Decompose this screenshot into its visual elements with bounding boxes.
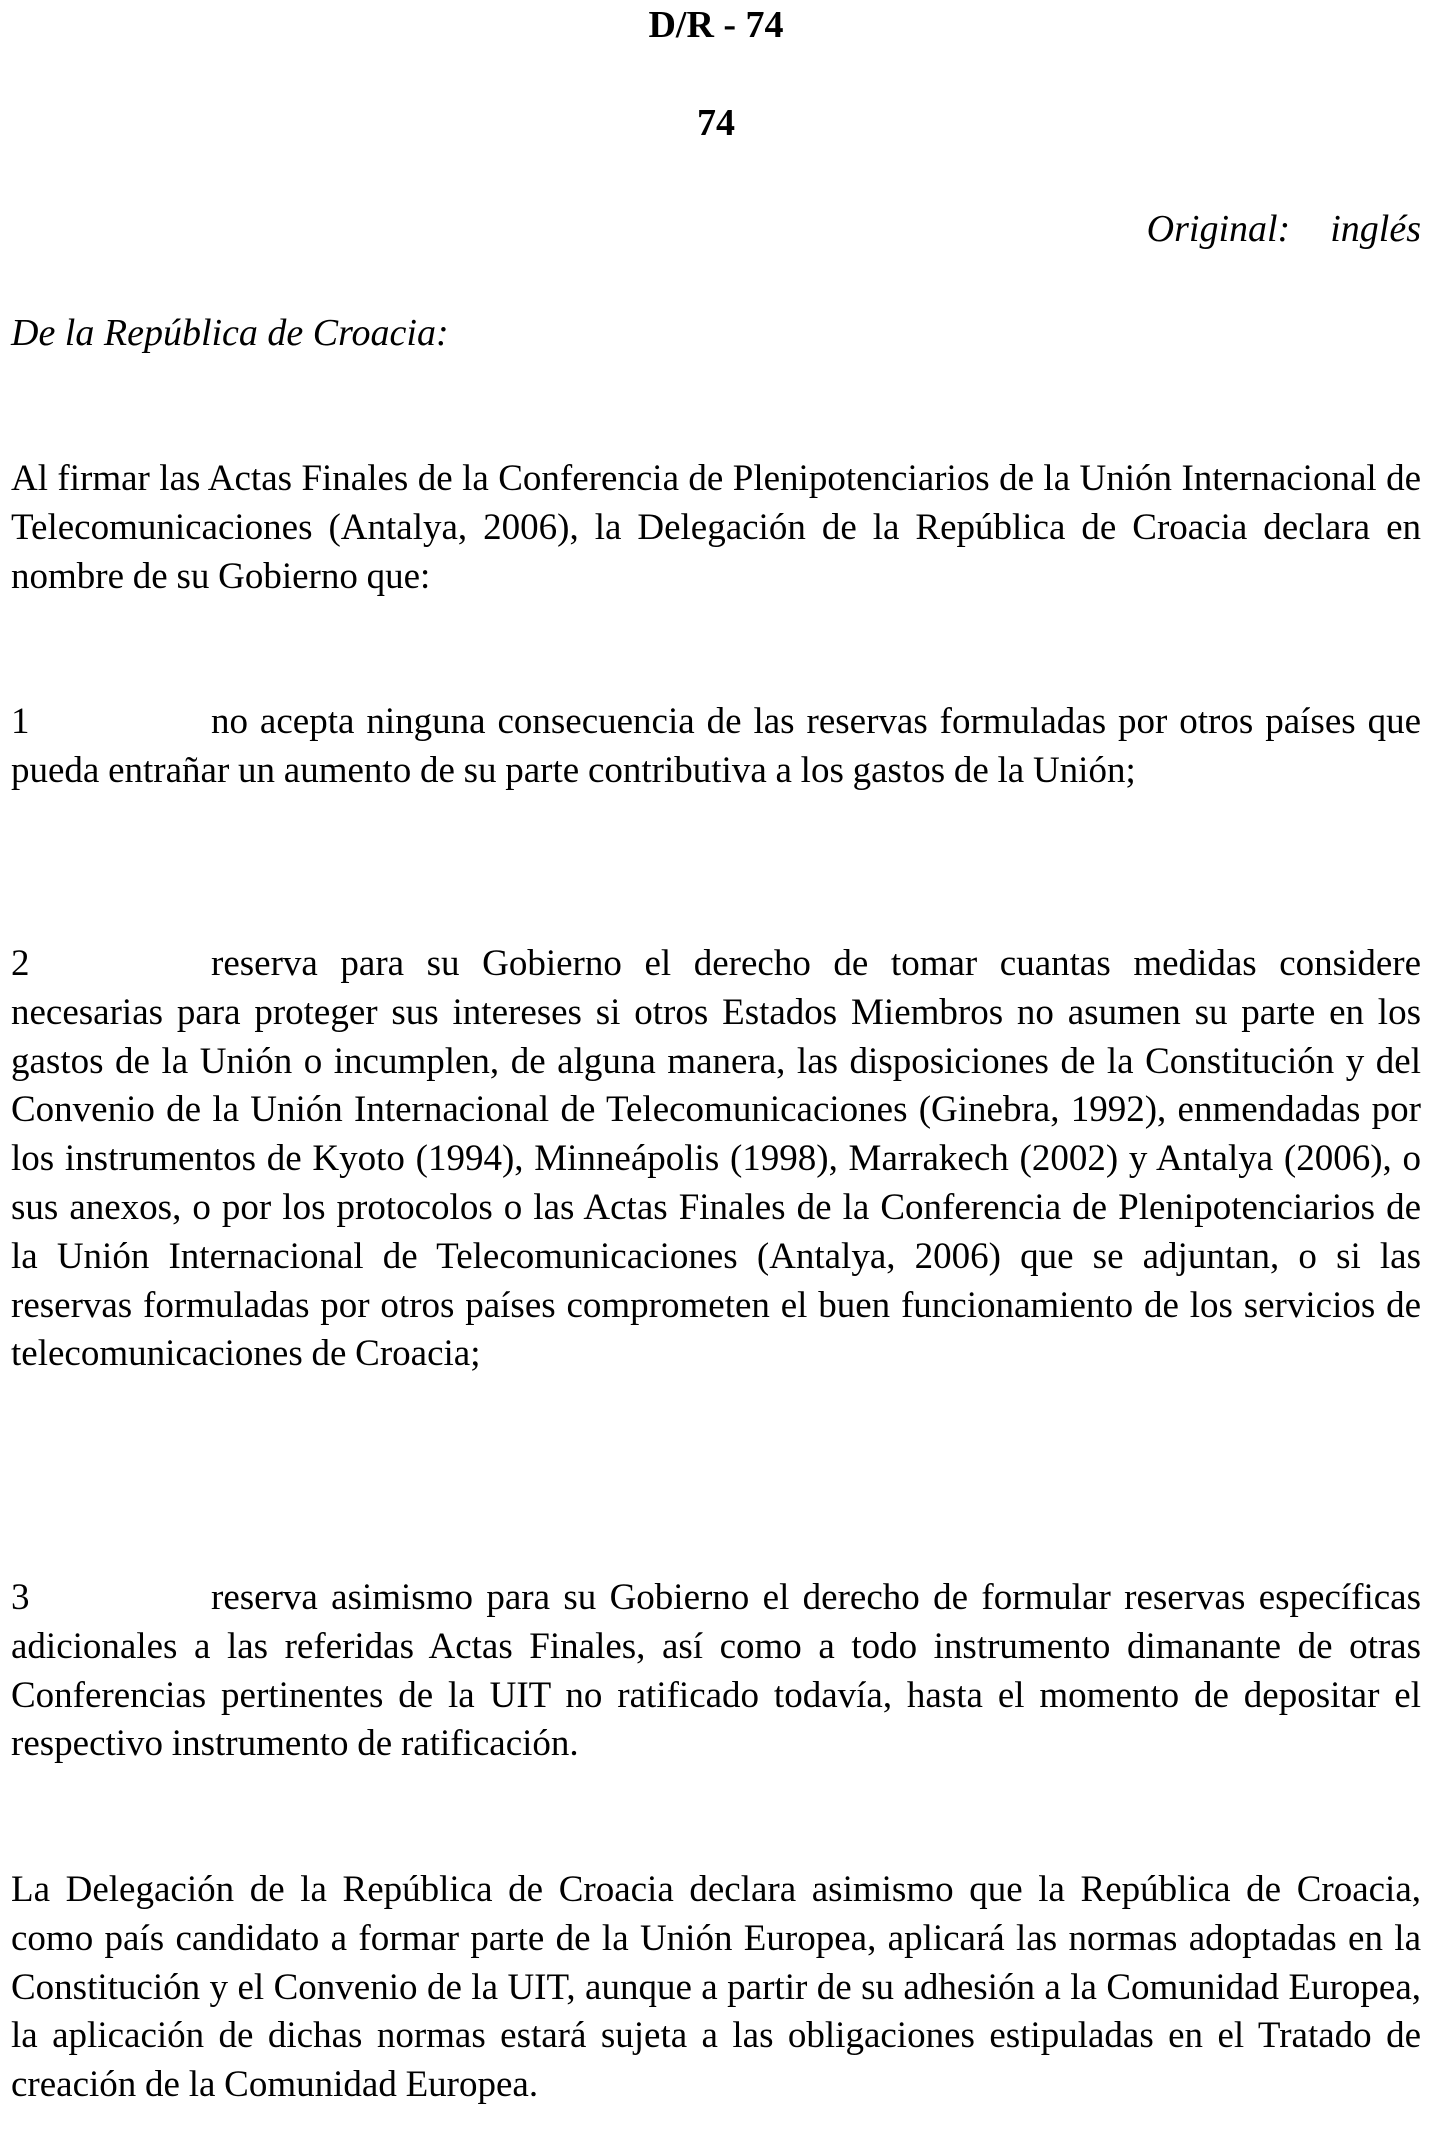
item-text: no acepta ninguna consecuencia de las reservas formuladas por otros países que pueda entrañar un aumento de su parte contributiva a los gastos de la Unión; — [11, 701, 1421, 791]
original-label: Original: — [1146, 208, 1291, 250]
numbered-item — [11, 940, 1421, 1379]
item-text: reserva para su Gobierno el derecho de tomar cuantas medidas considere necesarias para proteger sus intereses si otros Estados Miembros no asumen su parte en los gastos de la Unión o incumplen, de alguna manera, las disposiciones de la Constitución y del Convenio de la Unión Internacional de Telecomunicaciones (Ginebra, 1992), enmendadas por los instrumentos de Kyoto (1994), Minneápolis (1998), Marrakech (2002) y Antalya (2006), o sus anexos, o por los protocolos o las Actas Finales de la Conferencia de Plenipotenciarios de la Unión Internacional de Telecomunicaciones (Antalya, 2006) que se adjuntan, o si las reservas formuladas por otros países comprometen el buen funcionamiento de los servicios de telecomunicaciones de Croacia; — [11, 943, 1421, 1375]
intro-paragraph: Al firmar las Actas Finales de la Conferencia de Plenipotenciarios de la Unión Internacional de Telecomunicaciones (Antalya, 2006), la Delegación de la República de Croacia declara en nombre de su Gobierno que: — [11, 458, 1421, 597]
original-language: inglés — [1330, 208, 1421, 250]
numbered-item — [11, 698, 1421, 796]
original-language-line — [1147, 206, 1421, 252]
declaration-number: 74 — [697, 102, 735, 144]
numbered-item — [11, 1574, 1421, 1769]
item-text: reserva asimismo para su Gobierno el derecho de formular reservas específicas adicionales a las referidas Actas Finales, así como a todo instrumento dimanante de otras Conferencias pertinentes de la UIT no ratificado todavía, hasta el momento de depositar el respectivo instrumento de ratificación. — [11, 1577, 1421, 1765]
item-number: 3 — [11, 1577, 30, 1618]
closing-paragraph: La Delegación de la República de Croacia declara asimismo que la República de Croacia, como país candidato a formar parte de la Unión Europea, aplicará las normas adoptadas en la Constitución y el Convenio de la UIT, aunque a partir de su adhesión a la Comunidad Europea, la aplicación de dichas normas estará sujeta a las obligaciones estipuladas en el Tratado de creación de la Comunidad Europea. — [11, 1869, 1421, 2106]
item-number: 2 — [11, 943, 30, 984]
item-number: 1 — [11, 701, 30, 742]
document-reference: D/R - 74 — [648, 4, 784, 46]
declaring-country: De la República de Croacia: — [11, 312, 449, 354]
